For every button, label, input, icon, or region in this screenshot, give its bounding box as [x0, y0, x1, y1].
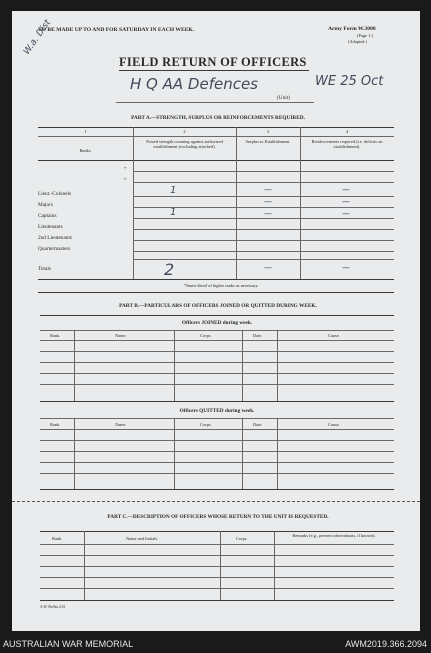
star-marker: * — [124, 166, 127, 171]
joined-col-cause: Cause. — [328, 333, 340, 338]
top-instruction: TO BE MADE UP TO AND FOR SATURDAY IN EACH WEEK. — [38, 27, 195, 33]
joined-row-rule — [40, 362, 394, 363]
col-header-reinforcements: Reinforcements required (i.e. deficits on establishment). — [311, 139, 383, 149]
quitted-bottom-rule — [40, 489, 394, 490]
posted-value: 1 — [170, 185, 177, 196]
header-bottom-rule — [38, 160, 394, 161]
form-page: (Page 1.) — [357, 33, 373, 38]
quitted-head-rule — [40, 418, 394, 419]
posted-value: 1 — [170, 207, 177, 218]
joined-title: Officers JOINED during week. — [181, 320, 253, 326]
joined-col-rank: Rank. — [50, 333, 61, 338]
joined-bottom-rule — [40, 401, 394, 402]
quitted-col-rank: Rank. — [50, 422, 61, 427]
joined-vline — [277, 330, 278, 401]
quitted-col-date: Date. — [253, 422, 263, 427]
grid-rule — [133, 171, 394, 172]
col-number-3: 3 — [266, 129, 270, 134]
part-c-vline — [84, 531, 85, 600]
joined-row-rule — [40, 351, 394, 352]
joined-col-corps: Corps. — [200, 333, 212, 338]
joined-col-rule — [40, 340, 394, 341]
quitted-col-name: Name. — [115, 422, 127, 427]
grid-rule — [133, 182, 394, 183]
part-c-heading: PART C.—DESCRIPTION OF OFFICERS WHOSE RETURN TO THE UNIT IS REQUESTED. — [107, 514, 329, 520]
rank-label: Quartermasters — [38, 246, 71, 252]
col-number-1: 1 — [84, 129, 87, 134]
form-sheet — [12, 11, 420, 631]
col-number-rule — [38, 136, 394, 137]
joined-vline — [174, 330, 175, 401]
grid-rule — [133, 218, 394, 219]
title-underline — [119, 70, 309, 71]
part-c-col-rule — [40, 544, 394, 545]
reinf-value: — — [342, 185, 350, 194]
quitted-col-corps: Corps. — [200, 422, 212, 427]
surplus-value: — — [264, 197, 272, 206]
rank-label: Majors — [38, 202, 54, 208]
part-a-vline-1 — [133, 127, 134, 279]
part-a-vline-2 — [236, 127, 237, 279]
unit-handwritten: H Q AA Defences — [130, 75, 258, 93]
quitted-title: Officers QUITTED during week. — [179, 408, 255, 414]
part-c-col-corps: Corps. — [236, 536, 248, 541]
printer-note: A.W. Bn 8m 2/41 — [40, 605, 66, 609]
part-c-rule — [40, 531, 394, 532]
rank-label: 2nd Lieutenants — [38, 235, 72, 241]
grid-rule — [133, 207, 394, 208]
part-c-row-rule — [40, 577, 394, 578]
grid-rule — [133, 251, 394, 252]
quitted-vline — [242, 418, 243, 489]
quitted-vline — [277, 418, 278, 489]
col-number-2: 2 — [183, 129, 186, 134]
surplus-value: — — [264, 185, 272, 194]
part-c-col-rank: Rank. — [52, 536, 63, 541]
unit-line — [116, 102, 314, 103]
rank-label: Captains — [38, 213, 57, 219]
part-c-bottom-rule — [40, 600, 394, 601]
part-a-end-rule — [38, 292, 394, 293]
part-a-vline-3 — [300, 127, 301, 279]
part-c-col-name: Name and Initials. — [126, 536, 159, 541]
part-b-rule — [40, 315, 394, 316]
joined-col-date: Date. — [253, 333, 263, 338]
grid-rule — [133, 229, 394, 230]
form-title: FIELD RETURN OF OFFICERS — [119, 55, 307, 69]
unit-label: (Unit) — [277, 95, 290, 101]
totals-label: Totals — [38, 266, 51, 272]
joined-row-rule — [40, 373, 394, 374]
quitted-col-cause: Cause. — [328, 422, 340, 427]
col-number-4: 4 — [345, 129, 349, 134]
reinf-value: — — [342, 197, 350, 206]
quitted-row-rule — [40, 473, 394, 474]
archive-reference: AWM2019.366.2094 — [345, 639, 427, 649]
part-c-row-rule — [40, 588, 394, 589]
quitted-row-rule — [40, 440, 394, 441]
star-marker: * — [124, 177, 127, 182]
rank-label: Lieutenants — [38, 224, 63, 230]
form-number: Army Form W.3008 — [328, 26, 376, 32]
col-header-posted: Posted strength counting against authorized establishment (excluding attached). — [146, 139, 223, 149]
quitted-row-rule — [40, 462, 394, 463]
week-ending-handwritten: WE 25 Oct — [315, 74, 384, 89]
archive-footer — [0, 636, 431, 653]
part-c-vline — [220, 531, 221, 600]
surplus-value: — — [264, 209, 272, 218]
reinf-value: — — [342, 209, 350, 218]
totals-bottom-rule — [38, 279, 394, 280]
quitted-vline — [74, 418, 75, 489]
joined-vline — [74, 330, 75, 401]
quitted-vline — [174, 418, 175, 489]
joined-col-name: Name. — [115, 333, 127, 338]
archive-name: AUSTRALIAN WAR MEMORIAL — [3, 639, 134, 649]
joined-vline — [242, 330, 243, 401]
grid-rule — [133, 240, 394, 241]
grid-rule — [133, 196, 394, 197]
part-c-vline — [274, 531, 275, 600]
quitted-row-rule — [40, 451, 394, 452]
col-header-surplus: Surplus to Establishment. — [245, 139, 291, 144]
part-a-heading: PART A.—STRENGTH, SURPLUS OR REINFORCEMENTS REQUIRED. — [131, 115, 305, 121]
rank-label: Lieut.-Colonels — [38, 191, 72, 197]
joined-row-rule — [40, 384, 394, 385]
part-c-row-rule — [40, 555, 394, 556]
part-a-top-rule — [38, 127, 394, 128]
form-adapted: (Adapted.) — [348, 39, 367, 44]
margin-annotation: W.a. Dist — [22, 18, 54, 57]
col-header-ranks: Ranks. — [79, 148, 92, 153]
totals-reinf: — — [342, 263, 350, 272]
tear-line — [12, 501, 420, 502]
part-c-col-remarks: Remarks (e.g., present whereabouts, if known). — [292, 533, 376, 538]
footnote: *Insert detail of higher ranks as necessary. — [184, 283, 259, 288]
joined-head-rule — [40, 330, 394, 331]
totals-surplus: — — [264, 263, 272, 272]
part-c-row-rule — [40, 566, 394, 567]
part-b-heading: PART B.—PARTICULARS OF OFFICERS JOINED OR QUITTED DURING WEEK. — [119, 303, 317, 309]
quitted-col-rule — [40, 429, 394, 430]
totals-posted: 2 — [164, 260, 175, 279]
